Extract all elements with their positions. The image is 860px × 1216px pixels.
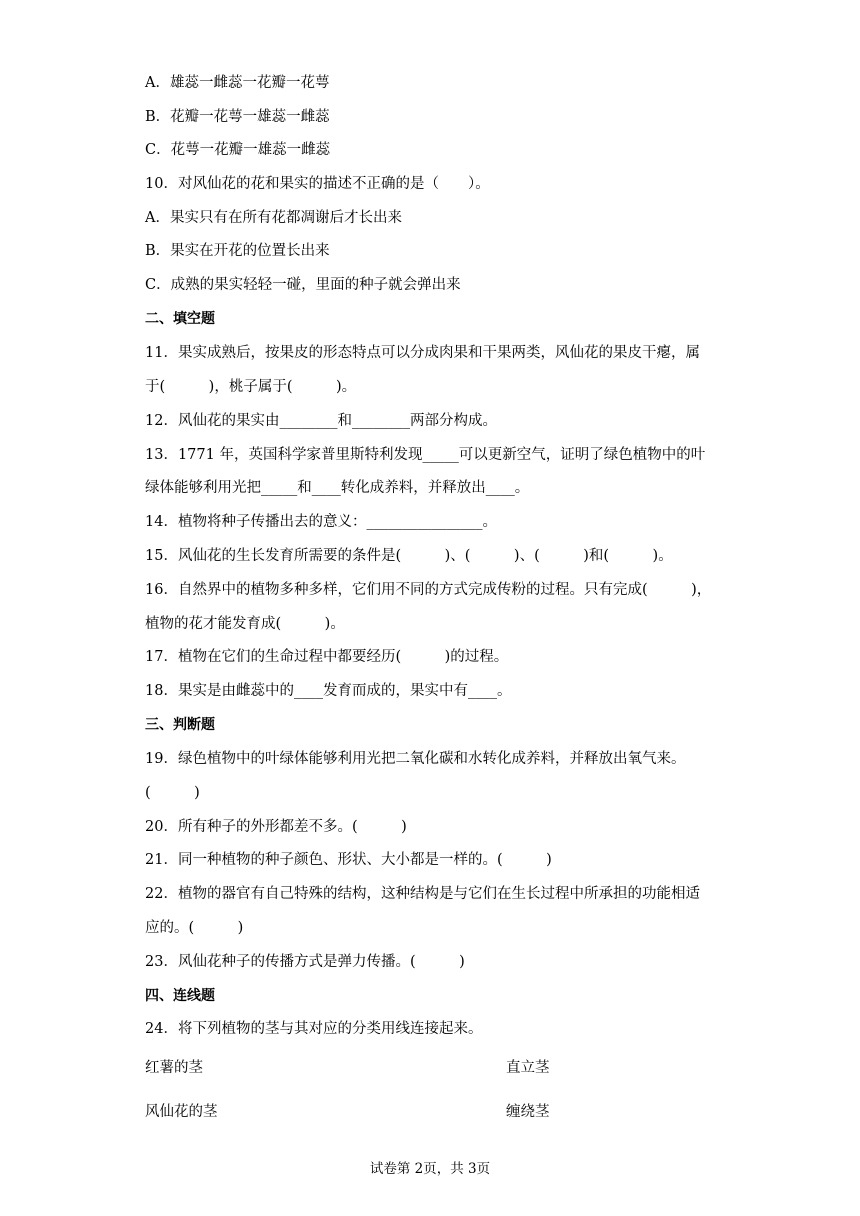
option-c-10: C．成熟的果实轻轻一碰，里面的种子就会弹出来 <box>145 277 461 293</box>
question-22: 22．植物的器官有自己特殊的结构，这种结构是与它们在生长过程中所承担的功能相适 <box>145 886 700 902</box>
question-22-cont: 应的。( ) <box>145 920 244 936</box>
question-21: 21．同一种植物的种子颜色、形状、大小都是一样的。( ) <box>145 852 552 868</box>
question-16-cont: 植物的花才能发育成( )。 <box>145 616 345 632</box>
question-13-cont: 绿体能够利用光把_____和____转化成养料，并释放出____。 <box>145 480 530 496</box>
match-right-1: 直立茎 <box>506 1060 550 1076</box>
option-b-9: B．花瓣一花萼一雄蕊一雌蕊 <box>145 109 330 125</box>
section-judgment: 三、判断题 <box>145 717 215 733</box>
question-19: 19．绿色植物中的叶绿体能够利用光把二氧化碳和水转化成养料，并释放出氧气来。 <box>145 751 686 767</box>
match-left-2: 风仙花的茎 <box>145 1104 218 1120</box>
question-19-cont: ( ) <box>145 785 200 801</box>
section-matching: 四、连线题 <box>145 988 215 1004</box>
section-fill-blank: 二、填空题 <box>145 311 215 327</box>
option-c-9: C．花萼一花瓣一雄蕊一雌蕊 <box>145 142 331 158</box>
question-24: 24．将下列植物的茎与其对应的分类用线连接起来。 <box>145 1021 483 1037</box>
match-right-2: 缠绕茎 <box>506 1104 550 1120</box>
question-12: 12．风仙花的果实由________和________两部分构成。 <box>145 413 497 429</box>
option-a-9: A．雄蕊一雌蕊一花瓣一花萼 <box>145 75 330 91</box>
question-11-cont: 于( )，桃子属于( )。 <box>145 379 357 395</box>
question-13: 13．1771 年，英国科学家普里斯特利发现_____可以更新空气，证明了绿色植物中的叶 <box>145 447 706 463</box>
question-16: 16．自然界中的植物多种多样，它们用不同的方式完成传粉的过程。只有完成( )， <box>145 582 712 598</box>
question-15: 15．风仙花的生长发育所需要的条件是( )、( )、( )和( )。 <box>145 548 673 564</box>
option-b-10: B．果实在开花的位置长出来 <box>145 243 330 259</box>
page-footer: 试卷第 2页，共 3页 <box>369 1161 491 1177</box>
match-left-1: 红薯的茎 <box>145 1060 203 1076</box>
question-23: 23．风仙花种子的传播方式是弹力传播。( ) <box>145 954 465 970</box>
question-10: 10．对风仙花的花和果实的描述不正确的是（ ）。 <box>145 176 490 192</box>
question-11: 11．果实成熟后，按果皮的形态特点可以分成肉果和干果两类，风仙花的果皮干瘪，属 <box>145 345 700 361</box>
question-20: 20．所有种子的外形都差不多。( ) <box>145 819 407 835</box>
option-a-10: A．果实只有在所有花都凋谢后才长出来 <box>145 210 402 226</box>
question-17: 17．植物在它们的生命过程中都要经历( )的过程。 <box>145 649 509 665</box>
question-14: 14．植物将种子传播出去的意义：________________。 <box>145 514 497 530</box>
question-18: 18．果实是由雌蕊中的____发育而成的，果实中有____。 <box>145 683 512 699</box>
